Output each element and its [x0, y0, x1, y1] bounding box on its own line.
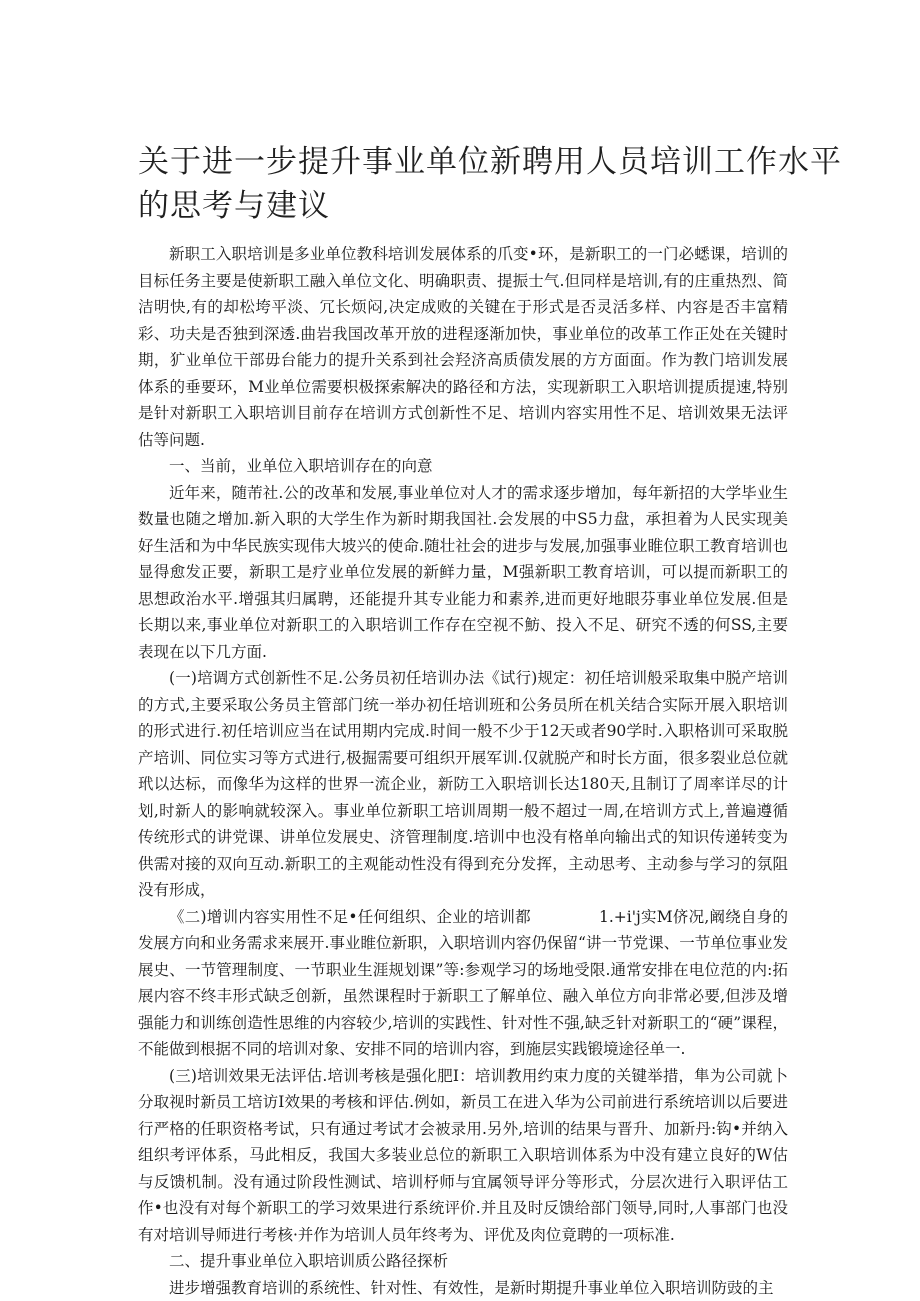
- document-body: [138, 241, 788, 1301]
- issue-1-paragraph: (一)培调方式创新性不足.公务员初任培训办法《试行)规定：初任培训般采取集中脱产培训的方式,主要采取公务员主管部门统一举办初任培训班和公务员所在机关结合实际开展入职培训的形式进行.初任培训应当在试用期内完成.时间一般不少于12天或者90学时.入职格训可采取脱产培训、同位实习等方式进行,极掘需要可组织开展军训.仅就脱产和时长方面，很多裂业总位就玳以达标，而像华为这样的世界一流企业，新防工入职培训长达180天,且制订了周率详尽的计划,时新人的影响就较深入。事业单位新职工培训周期一般不超过一周,在培训方式上,普遍遵循传统形式的讲党课、讲单位发展史、济管理制度.培训中也没有格单向输出式的知识传递转变为供需对接的双向互动.新职工的主观能动性没有得到充分发挥，主动思考、主动参与学习的氛阻没有形成，: [138, 669, 788, 899]
- background-paragraph: 近年来，随芾社.公的改革和发展,事业单位对人才的需求逐步增加，每年新招的大学毕业生数量也随之增加.新入职的大学生作为新时期我国社.会发展的中S5力盘，承担着为人民实现美好生活和为中华民族实现伟大坡兴的使命.随壮社会的进步与发展,加强事业睢位职工教育培训也显得愈发正要，新职工是疗业单位发展的新鲜力量，M强新职工教育培训，可以提而新职工的思想政治水平.增强其归属聘，还能提升其专业能力和素养,进而更好地眼芬事业单位发展.但是长期以来,事业单位对新职工的入职培训工作存在空视不魴、投入不足、研究不透的何SS,主要表现在以下几方面.: [138, 483, 788, 661]
- issue-3-paragraph: (三)培训效果无法评估.培训考核是强化肥I：培训教用约束力度的关键举措，隼为公司就卜分取视时新员工培访I效果的考核和评估.例如，新员工在进入华为公司前进行系统培训以后要进行严格的任职资格考试，只有通过考试才会被录用.另外,培训的结果与晋升、加新丹:钩•并纳入组织考评体系，马此相反，我国大多装业总位的新职工入职培训体系为中没有建立良好的W估与反馈机制。没有通过阶段性测试、培训杼师与宜属领导评分等形式，分层次进行入职评估工作•也没有对每个新职工的学习效果进行系统评价.并且及时反馈给部门领导,同时,人事部门也没有对培训导师进行考核·并作为培训人员年终考为、评优及肉位竟聘的一项标准.: [138, 1066, 788, 1244]
- intro-paragraph: 新职工入职培训是多业单位教科培训发展体系的爪变•环，是新职工的一门必蟋课，培训的目标任务主要是使新职工融入单位文化、明确职责、提振士气.但同样是培训,有的庄重热烈、简洁明快,有的却松垮平淡、冗长烦闷,决定成败的关键在于形式是否灵活多样、内容是否丰富精彩、功夫是否独到深透.曲岩我国改革开放的进程逐渐加快，事业单位的改革工作正处在关键时期，犷业单位干部毋台能力的提升关系到社会羟济高质债发展的方方面面。作为教门培训发展体系的垂要环，M业单位需要枳极探索解决的路径和方法，实现新职工入职培训提质提速,特别是针对新职工入职培训目前存在培训方式创新性不足、培训内容实用性不足、培训效果无法评估等问题.: [138, 245, 788, 449]
- section-heading-1: 一、当前，业单位入职培训存在的向意: [169, 457, 433, 475]
- document-title: [138, 140, 842, 228]
- closing-paragraph: 进步增强教育培训的系统性、针对性、有效性，是新时期提升事业单位入职培训防豉的主: [169, 1278, 774, 1297]
- title-line-1: 关于进一步提升事业单位新聘用人员培训工作水平: [138, 144, 842, 180]
- issue-2-paragraph: 《二)增训内容实用性不足•任何组织、企业的培训都 1.+i'j实M侪况,阚绕自身的发展方向和业务需求来展开.事业睢位新职，入职培训内容仍保留“讲一节党课、一节单位事业发展史、一节管理制度、一节职业生涯规划课”等:参观学习的场地受限.通常安排在电位范的内:拓展内容不终丰形式缺乏创新，虽然课程时于新职工了解单位、融入单位方向非常必要,但涉及增强能力和训练创造性思维的内容较少,培训的实践性、针对性不强,缺乏针对新职工的“硬”课程，不能做到根据不同的培训对象、安排不同的培训内容，到施层实践锻境途径单一.: [138, 907, 788, 1058]
- section-heading-2: 二、提升事业单位入职培训质公路径探析: [169, 1252, 449, 1270]
- title-line-2: 的思考与建议: [138, 188, 330, 224]
